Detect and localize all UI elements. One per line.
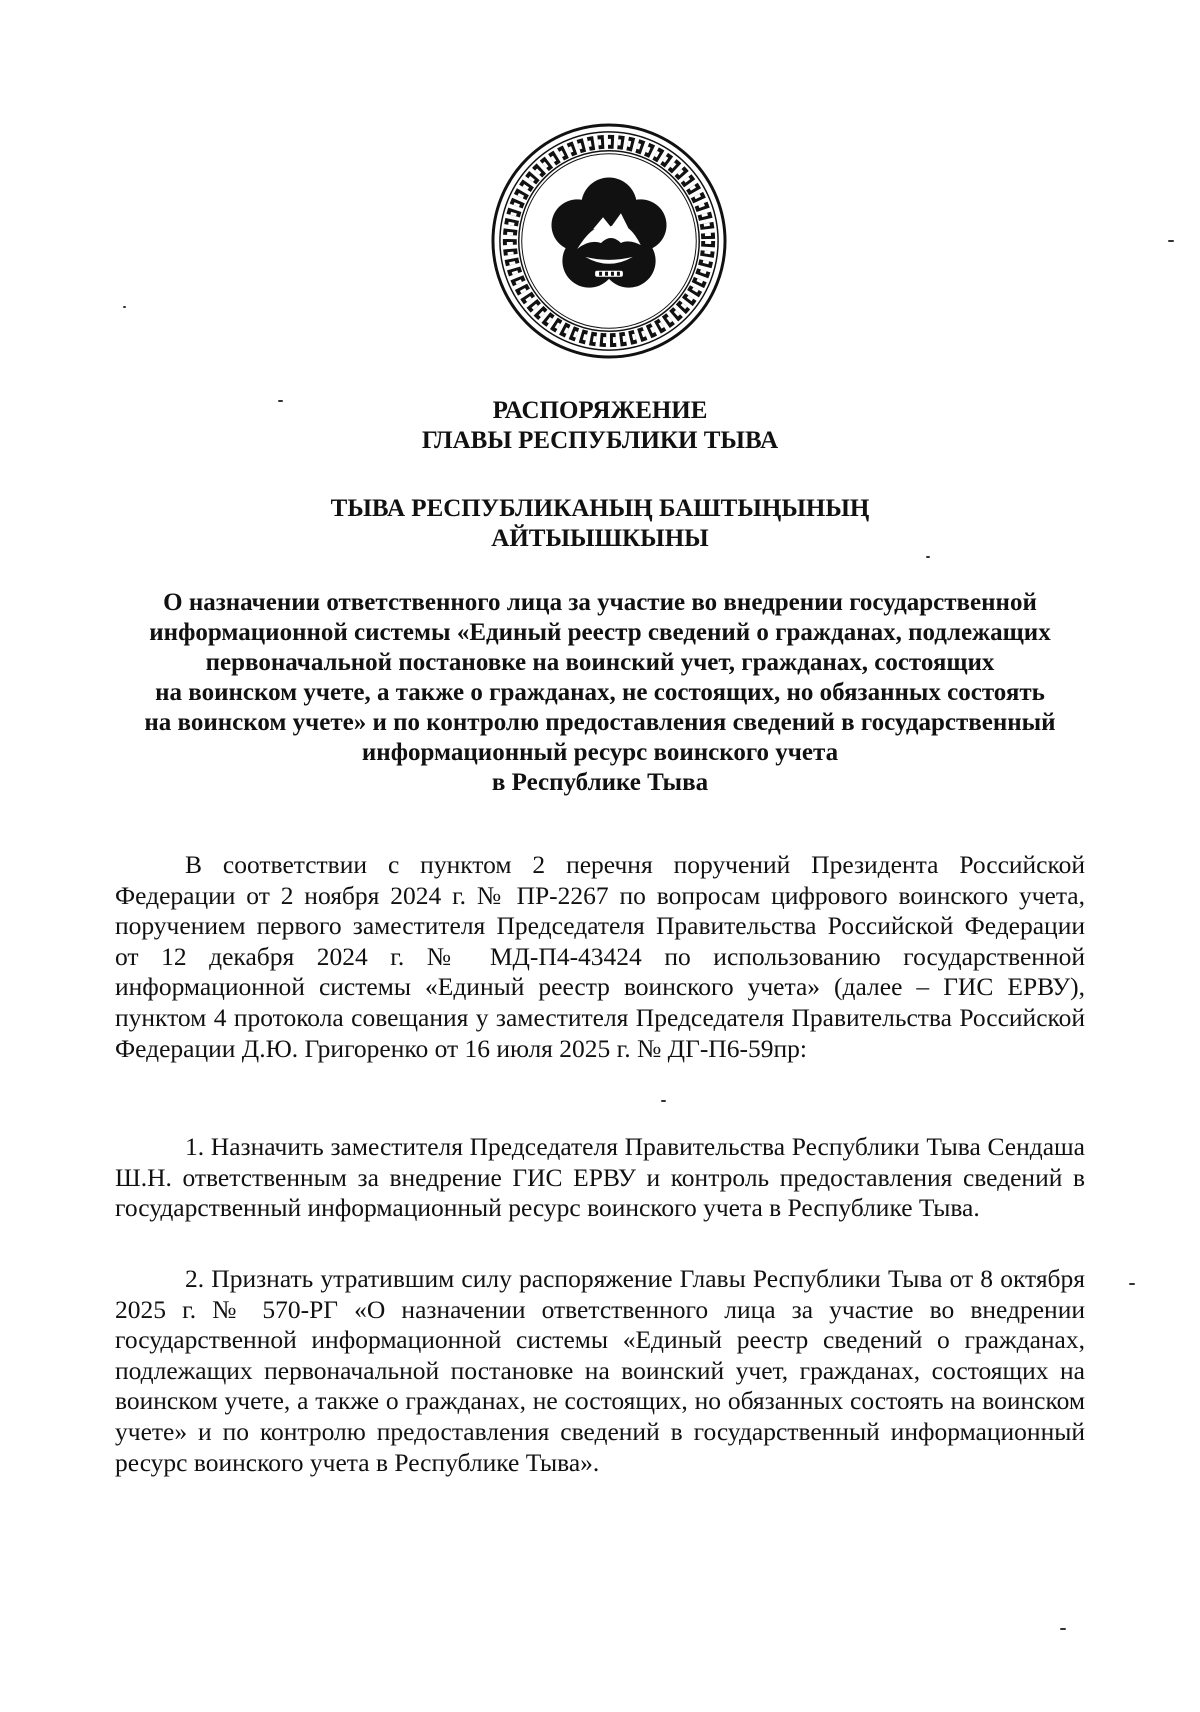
subject-line: в Республике Тыва (491, 769, 709, 796)
scan-speck (123, 306, 126, 308)
scan-speck (661, 1100, 666, 1102)
order-item-2: 2. Признать утратившим силу распоряжение Главы Республики Тыва от 8 октября 2025 г. № 570-РГ «О назначении ответственного лица за участие во внедрении государственной информационной системы «Единый реестр сведений о гражданах, подлежащих первоначальной постановке на воинский учет, гражданах, состоящих на воинском учете, а также о гражданах, не состоящих, но обязанных состоять на воинском учете» и по контролю предоставления сведений в государственный информационный ресурс воинского учета в Республике Тыва». (115, 1264, 1085, 1477)
tuva-coat-of-arms-icon (490, 122, 728, 360)
title-tyv-line-1: ТЫВА РЕСПУБЛИКАНЫҢ БАШТЫҢЫНЫҢ (330, 495, 870, 522)
scan-speck (1060, 1628, 1066, 1630)
scan-speck (278, 400, 283, 402)
subject-line: информационный ресурс воинского учета (361, 739, 839, 766)
document-subject (110, 588, 1090, 798)
document-title-tyv (0, 494, 1200, 554)
preamble-paragraph: В соответствии с пунктом 2 перечня поручений Президента Российской Федерации от 2 ноября 2024 г. № ПР-2267 по вопросам цифрового воинского учета, поручением первого заместителя Председателя Правительства Российской Федерации от 12 декабря 2024 г. № МД-П4-43424 по использованию государственной информационной системы «Единый реестр воинского учета» (далее – ГИС ЕРВУ), пунктом 4 протокола совещания у заместителя Председателя Правительства Российской Федерации Д.Ю. Григоренко от 16 июля 2025 г. № ДГ-П6-59пр: (115, 850, 1085, 1063)
title-ru-line-2: ГЛАВЫ РЕСПУБЛИКИ ТЫВА (421, 427, 779, 454)
order-item-1: 1. Назначить заместителя Председателя Правительства Республики Тыва Сендаша Ш.Н. ответственным за внедрение ГИС ЕРВУ и контроль предоставления сведений в государственный информационный ресурс воинского учета в Республике Тыва. (115, 1132, 1085, 1223)
title-tyv-line-2: АЙТЫЫШКЫНЫ (491, 525, 709, 552)
scan-speck (926, 556, 930, 558)
subject-line: на воинском учете» и по контролю предоставления сведений в государственный (144, 709, 1056, 736)
title-ru-line-1: РАСПОРЯЖЕНИЕ (492, 397, 708, 424)
document-title-ru (0, 396, 1200, 456)
subject-line: информационной системы «Единый реестр сведений о гражданах, подлежащих (149, 619, 1051, 646)
scan-speck (1129, 1283, 1135, 1285)
scan-speck (1168, 240, 1174, 242)
subject-line: О назначении ответственного лица за участие во внедрении государственной (163, 589, 1037, 616)
subject-line: на воинском учете, а также о гражданах, не состоящих, но обязанных состоять (155, 679, 1045, 706)
subject-line: первоначальной постановке на воинский учет, гражданах, состоящих (205, 649, 995, 676)
